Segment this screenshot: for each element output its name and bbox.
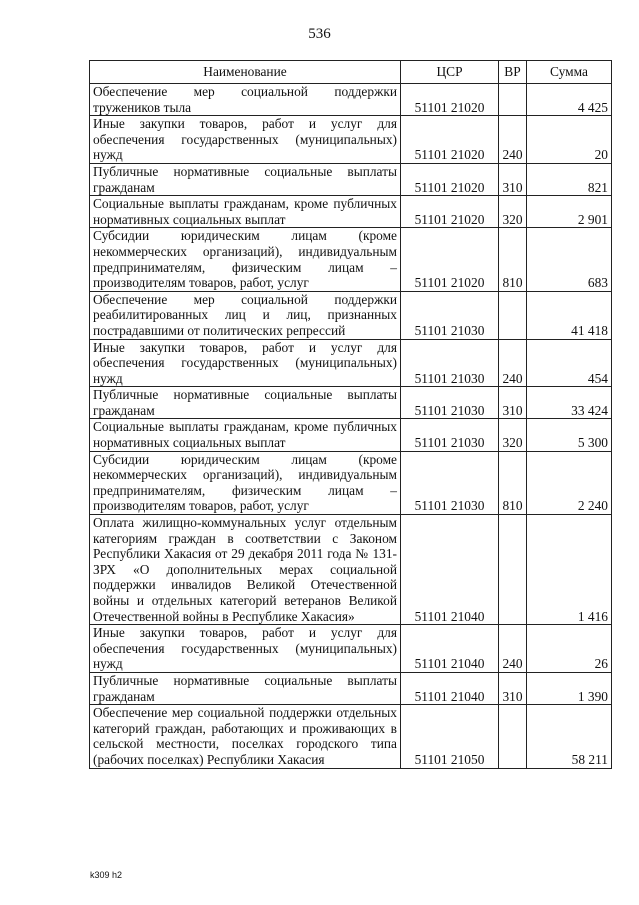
row-csr-cell: 51101 21030 [401,419,499,451]
header-vr: ВР [499,61,527,84]
footer-code: k309 h2 [90,870,123,880]
row-name-cell: Иные закупки товаров, работ и услуг для обеспечения государственных (муниципальных) нужд [90,116,401,164]
table-row [90,419,612,451]
table-row [90,228,612,291]
row-vr-cell: 310 [499,672,527,704]
table-row [90,387,612,419]
row-name-cell: Оплата жилищно-коммунальных услуг отдельным категориям граждан в соответствии с Законом Республики Хакасия от 29 декабря 2011 года № 131-ЗРХ «О дополнительных мерах социальной поддержки инвалидов Великой Отечественной войны и отдельных категорий ветеранов Великой Отечественной войны в Республике Хакасия» [90,515,401,625]
table-header-row [90,61,612,84]
header-sum: Сумма [527,61,612,84]
budget-table [89,60,612,769]
row-vr-cell: 320 [499,196,527,228]
row-name-cell: Обеспечение мер социальной поддержки тружеников тыла [90,84,401,116]
table-row [90,625,612,673]
row-sum-cell: 1 416 [527,515,612,625]
row-sum-cell: 1 390 [527,672,612,704]
row-name-cell: Иные закупки товаров, работ и услуг для обеспечения государственных (муниципальных) нужд [90,625,401,673]
row-csr-cell: 51101 21020 [401,116,499,164]
row-sum-cell: 454 [527,339,612,387]
row-sum-cell: 821 [527,163,612,195]
row-csr-cell: 51101 21020 [401,84,499,116]
row-vr-cell: 810 [499,228,527,291]
row-name-cell: Социальные выплаты гражданам, кроме публичных нормативных социальных выплат [90,196,401,228]
row-sum-cell: 683 [527,228,612,291]
row-sum-cell: 5 300 [527,419,612,451]
row-csr-cell: 51101 21040 [401,515,499,625]
row-vr-cell [499,705,527,768]
row-csr-cell: 51101 21040 [401,672,499,704]
row-csr-cell: 51101 21030 [401,451,499,514]
row-name-cell: Субсидии юридическим лицам (кроме некоммерческих организаций), индивидуальным предпринимателям, физическим лицам – производителям товаров, работ, услуг [90,228,401,291]
row-vr-cell [499,84,527,116]
row-csr-cell: 51101 21020 [401,196,499,228]
row-sum-cell: 41 418 [527,291,612,339]
row-vr-cell [499,291,527,339]
table-body [90,84,612,769]
row-name-cell: Обеспечение мер социальной поддержки отдельных категорий граждан, работающих и проживающих в сельской местности, поселках городского типа (рабочих поселках) Республики Хакасия [90,705,401,768]
row-name-cell: Публичные нормативные социальные выплаты гражданам [90,672,401,704]
row-vr-cell: 240 [499,339,527,387]
row-csr-cell: 51101 21040 [401,625,499,673]
header-name: Наименование [90,61,401,84]
row-sum-cell: 2 901 [527,196,612,228]
row-vr-cell: 310 [499,387,527,419]
row-sum-cell: 26 [527,625,612,673]
row-name-cell: Иные закупки товаров, работ и услуг для обеспечения государственных (муниципальных) нужд [90,339,401,387]
row-name-cell: Субсидии юридическим лицам (кроме некоммерческих организаций), индивидуальным предпринимателям, физическим лицам – производителям товаров, работ, услуг [90,451,401,514]
row-vr-cell: 240 [499,625,527,673]
table-row [90,339,612,387]
row-sum-cell: 20 [527,116,612,164]
table-row [90,291,612,339]
table-row [90,515,612,625]
row-name-cell: Публичные нормативные социальные выплаты гражданам [90,163,401,195]
table-row [90,84,612,116]
page-number: 536 [308,26,331,42]
row-csr-cell: 51101 21030 [401,339,499,387]
table-row [90,116,612,164]
row-vr-cell: 310 [499,163,527,195]
header-csr: ЦСР [401,61,499,84]
row-sum-cell: 2 240 [527,451,612,514]
row-csr-cell: 51101 21020 [401,228,499,291]
row-name-cell: Социальные выплаты гражданам, кроме публичных нормативных социальных выплат [90,419,401,451]
row-csr-cell: 51101 21030 [401,291,499,339]
row-sum-cell: 58 211 [527,705,612,768]
row-vr-cell: 320 [499,419,527,451]
table-row [90,705,612,768]
row-csr-cell: 51101 21050 [401,705,499,768]
row-vr-cell: 240 [499,116,527,164]
table-row [90,672,612,704]
table-row [90,196,612,228]
row-vr-cell [499,515,527,625]
row-sum-cell: 33 424 [527,387,612,419]
row-name-cell: Публичные нормативные социальные выплаты гражданам [90,387,401,419]
table-row [90,451,612,514]
row-name-cell: Обеспечение мер социальной поддержки реабилитированных лиц и лиц, признанных пострадавшими от политических репрессий [90,291,401,339]
row-csr-cell: 51101 21020 [401,163,499,195]
table-row [90,163,612,195]
row-sum-cell: 4 425 [527,84,612,116]
row-csr-cell: 51101 21030 [401,387,499,419]
row-vr-cell: 810 [499,451,527,514]
